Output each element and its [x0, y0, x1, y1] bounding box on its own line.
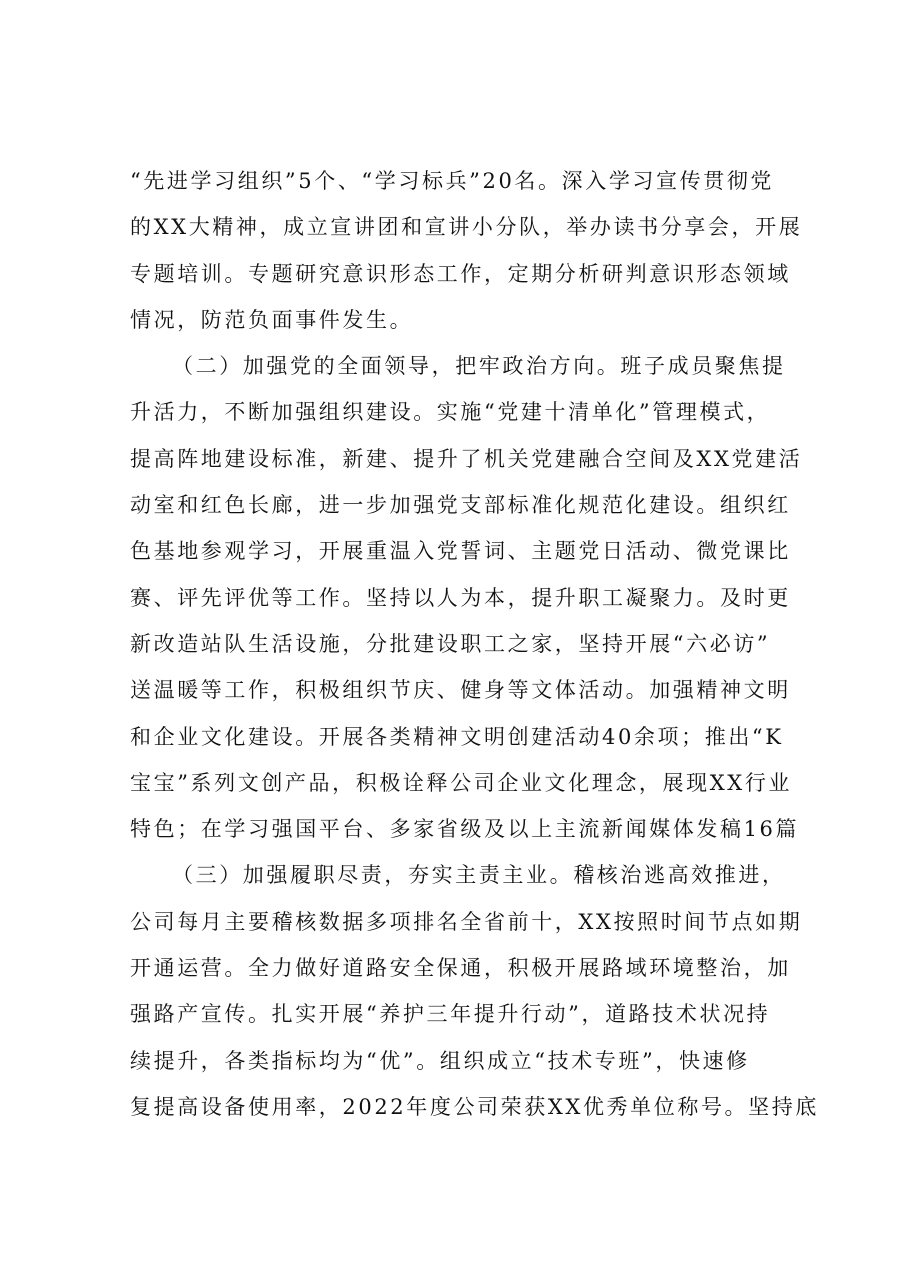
text-line: 动室和红色长廊，进一步加强党支部标准化规范化建设。组织红: [130, 493, 791, 518]
section-heading-line: （三）加强履职尽责，夯实主责主业。稽核治逃高效推进，: [172, 863, 786, 888]
section-heading-line: （二）加强党的全面领导，把牢政治方向。班子成员聚焦提: [172, 354, 786, 379]
text-line: 续提升，各类指标均为“优”。组织成立“技术专班”，快速修: [130, 1048, 750, 1073]
text-line: 复提高设备使用率，2022年度公司荣获XX优秀单位称号。坚持底: [130, 1094, 819, 1119]
text-line: 特色；在学习强国平台、多家省级及以上主流新闻媒体发稿16篇: [130, 817, 800, 842]
text-line: 强路产宣传。扎实开展“养护三年提升行动”，道路技术状况持: [130, 1002, 771, 1027]
text-line: 情况，防范负面事件发生。: [130, 307, 414, 332]
text-line: 开通运营。全力做好道路安全保通，积极开展路域环境整治，加: [130, 956, 791, 981]
text-line: 宝宝”系列文创产品，积极诠释公司企业文化理念，展现XX行业: [130, 770, 793, 795]
text-line: 的XX大精神，成立宣讲团和宣讲小分队，举办读书分享会，开展: [130, 215, 803, 240]
text-line: 公司每月主要稽核数据多项排名全省前十，XX按照时间节点如期: [130, 909, 803, 934]
text-line: “先进学习组织”5个、“学习标兵”20名。深入学习宣传贯彻党: [130, 169, 775, 193]
text-line: 升活力，不断加强组织建设。实施“党建十清单化”管理模式，: [130, 400, 771, 425]
text-line: 专题培训。专题研究意识形态工作，定期分析研判意识形态领域: [130, 261, 791, 286]
text-line: 新改造站队生活设施，分批建设职工之家，坚持开展“六必访”: [130, 631, 771, 656]
document-body: [130, 158, 830, 1130]
text-line: 提高阵地建设标准，新建、提升了机关党建融合空间及XX党建活: [130, 446, 803, 471]
text-line: 送温暖等工作，积极组织节庆、健身等文体活动。加强精神文明: [130, 678, 791, 703]
text-line: 赛、评先评优等工作。坚持以人为本，提升职工凝聚力。及时更: [130, 585, 791, 610]
text-line: 色基地参观学习，开展重温入党誓词、主题党日活动、微党课比: [130, 539, 791, 564]
text-line: 和企业文化建设。开展各类精神文明创建活动40余项；推出“K: [130, 724, 784, 749]
